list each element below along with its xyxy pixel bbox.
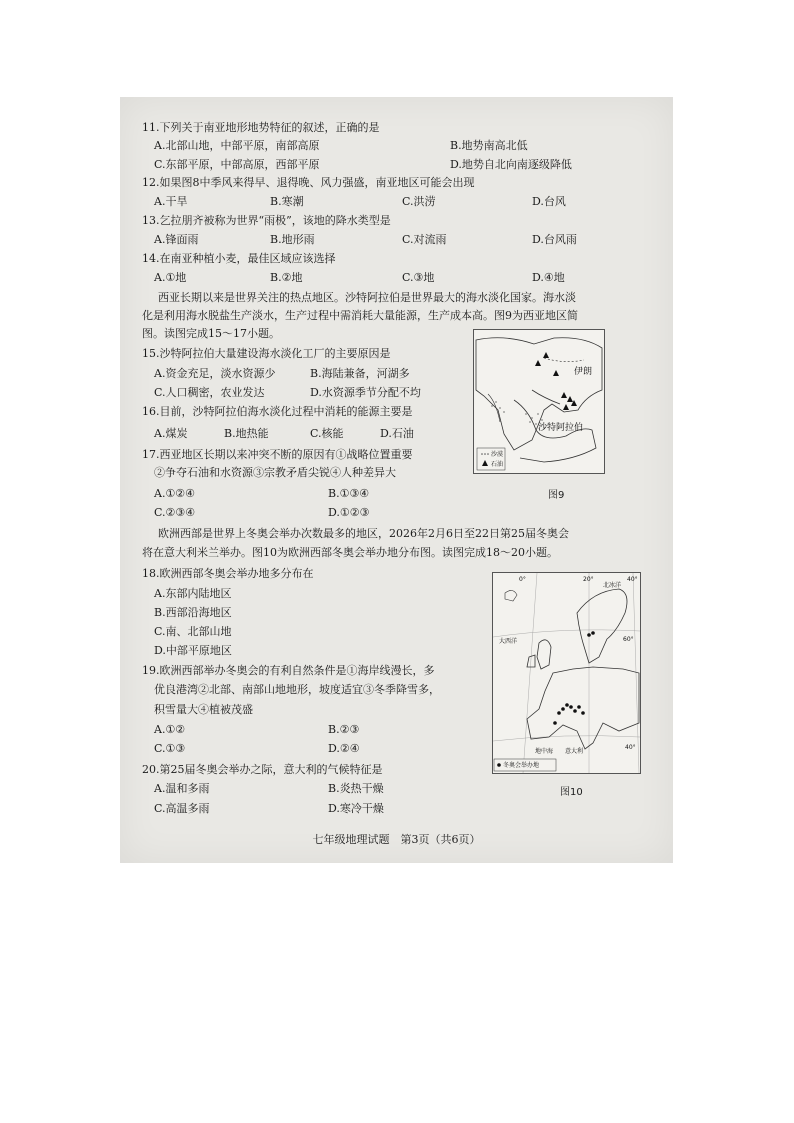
lon-label-2: 20° — [583, 576, 594, 583]
figure10-caption: 图10 — [560, 787, 583, 798]
q15-option-b: B.海陆兼备，河湖多 — [310, 367, 410, 380]
q17-stem-line2: ②争夺石油和水资源③宗教矛盾尖锐④人种差异大 — [154, 466, 396, 479]
label-iran: 伊朗 — [574, 367, 593, 377]
page-footer: 七年级地理试题 第3页（共6页） — [312, 833, 481, 846]
q20-option-d: D.寒冷干燥 — [328, 802, 384, 815]
q12-option-c: C.洪涝 — [402, 195, 436, 208]
label-arctic-ocean: 北冰洋 — [603, 582, 622, 589]
q13-option-b: B.地形雨 — [270, 233, 315, 246]
q18-option-a: A.东部内陆地区 — [154, 587, 232, 600]
passage2-line1: 欧洲西部是世界上冬奥会举办次数最多的地区，2026年2月6日至22日第25届冬奥会 — [158, 527, 569, 540]
q17-option-b: B.①③④ — [328, 487, 370, 500]
q11-option-c: C.东部平原，中部高原，西部平原 — [154, 158, 320, 171]
q16-stem: 16.目前，沙特阿拉伯海水淡化过程中消耗的能源主要是 — [142, 405, 413, 418]
legend-oil: 石油 — [491, 461, 504, 468]
label-italy: 意大利 — [565, 748, 584, 755]
q17-option-d: D.①②③ — [328, 506, 370, 519]
q17-option-a: A.①②④ — [154, 487, 196, 500]
q14-option-c: C.③地 — [402, 271, 435, 284]
lon-label-3: 40° — [627, 576, 638, 583]
q17-stem: 17.西亚地区长期以来冲突不断的原因有①战略位置重要 — [142, 448, 413, 461]
q19-option-a: A.①② — [154, 723, 186, 736]
figure9-caption: 图9 — [548, 490, 565, 501]
q11-option-a: A.北部山地，中部平原，南部高原 — [154, 139, 320, 152]
legend-olympic-sites: 冬奥会举办地 — [503, 762, 540, 769]
europe-olympics-map-drawing — [493, 573, 640, 773]
lon-label-1: 0° — [519, 576, 526, 583]
q15-option-d: D.水资源季节分配不均 — [310, 386, 421, 399]
passage1-line3: 图。读图完成15～17小题。 — [142, 327, 280, 340]
q15-option-a: A.资金充足，淡水资源少 — [154, 367, 276, 380]
q20-option-c: C.高温多雨 — [154, 802, 210, 815]
europe-olympics-map — [492, 572, 641, 774]
label-atlantic-ocean: 大西洋 — [499, 638, 518, 645]
q12-option-b: B.寒潮 — [270, 195, 304, 208]
q11-option-d: D.地势自北向南逐级降低 — [450, 158, 572, 171]
q13-stem: 13.乞拉朋齐被称为世界“雨极”，该地的降水类型是 — [142, 214, 391, 227]
lat-label-2: 40° — [625, 744, 636, 751]
passage1-line1: 西亚长期以来是世界关注的热点地区。沙特阿拉伯是世界最大的海水淡化国家。海水淡 — [158, 291, 576, 304]
q11-stem: 11.下列关于南亚地形地势特征的叙述，正确的是 — [142, 121, 380, 134]
q19-stem: 19.欧洲西部举办冬奥会的有利自然条件是①海岸线漫长，多 — [142, 664, 435, 677]
q19-stem-line2: 优良港湾②北部、南部山地地形，坡度适宜③冬季降雪多， — [154, 683, 440, 696]
passage2-line2: 将在意大利米兰举办。图10为欧洲西部冬奥会举办地分布图。读图完成18～20小题。 — [142, 546, 558, 559]
q19-option-b: B.②③ — [328, 723, 360, 736]
label-saudi-arabia: 沙特阿拉伯 — [538, 423, 584, 433]
q11-option-b: B.地势南高北低 — [450, 139, 528, 152]
legend-desert: 沙漠 — [491, 451, 504, 458]
q20-stem: 20.第25届冬奥会举办之际，意大利的气候特征是 — [142, 763, 383, 776]
q16-option-a: A.煤炭 — [154, 427, 188, 440]
west-asia-map-drawing — [474, 330, 604, 473]
q18-option-d: D.中部平原地区 — [154, 644, 232, 657]
q12-option-a: A.干旱 — [154, 195, 188, 208]
q18-stem: 18.欧洲西部冬奥会举办地多分布在 — [142, 567, 314, 580]
q19-option-d: D.②④ — [328, 742, 360, 755]
q16-option-b: B.地热能 — [224, 427, 269, 440]
q13-option-d: D.台风雨 — [532, 233, 577, 246]
q18-option-c: C.南、北部山地 — [154, 625, 232, 638]
q14-stem: 14.在南亚种植小麦，最佳区域应该选择 — [142, 252, 336, 265]
q13-option-a: A.锋面雨 — [154, 233, 199, 246]
q12-option-d: D.台风 — [532, 195, 566, 208]
q13-option-c: C.对流雨 — [402, 233, 447, 246]
q19-option-c: C.①③ — [154, 742, 186, 755]
lat-label-1: 60° — [623, 636, 634, 643]
q14-option-b: B.②地 — [270, 271, 303, 284]
label-mediterranean: 地中海 — [535, 748, 554, 755]
q20-option-b: B.炎热干燥 — [328, 782, 384, 795]
exam-page — [120, 97, 673, 863]
q16-option-c: C.核能 — [310, 427, 344, 440]
q16-option-d: D.石油 — [380, 427, 414, 440]
q15-stem: 15.沙特阿拉伯大量建设海水淡化工厂的主要原因是 — [142, 347, 391, 360]
q18-option-b: B.西部沿海地区 — [154, 606, 232, 619]
q14-option-d: D.④地 — [532, 271, 565, 284]
passage1-line2: 化是利用海水脱盐生产淡水，生产过程中需消耗大量能源，生产成本高。图9为西亚地区简 — [142, 309, 578, 322]
q20-option-a: A.温和多雨 — [154, 782, 210, 795]
q17-option-c: C.②③④ — [154, 506, 196, 519]
q14-option-a: A.①地 — [154, 271, 187, 284]
q12-stem: 12.如果图8中季风来得早、退得晚、风力强盛，南亚地区可能会出现 — [142, 176, 475, 189]
west-asia-map — [473, 329, 605, 474]
q19-stem-line3: 积雪量大④植被茂盛 — [154, 703, 253, 716]
q15-option-c: C.人口稠密，农业发达 — [154, 386, 265, 399]
